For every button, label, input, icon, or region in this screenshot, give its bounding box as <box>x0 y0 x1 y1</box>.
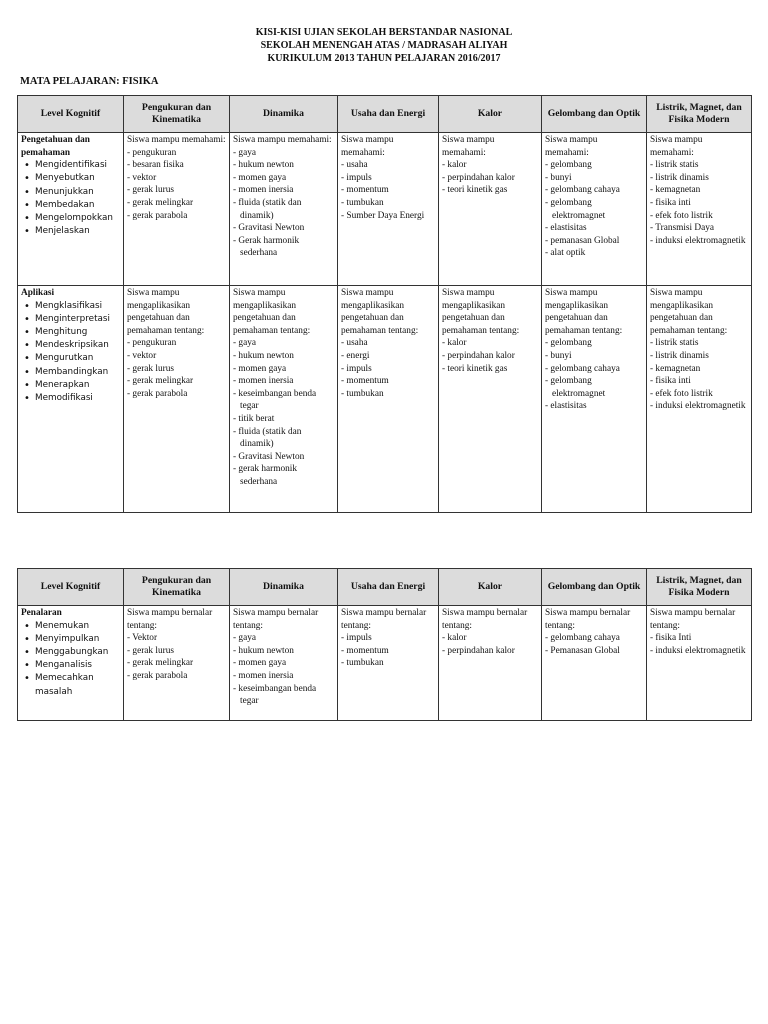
cell-intro: Siswa mampu mengaplikasikan pengetahuan dan pemahaman tentang: <box>341 288 419 336</box>
level-bullet-item: • Menginterpretasi <box>35 313 120 326</box>
topic-item: - fisika inti <box>650 376 691 387</box>
col-header: Pengukuran dan Kinematika <box>124 96 230 133</box>
level-bullet-item: • Menganalisis <box>35 659 120 672</box>
level-bullet-list <box>21 620 120 699</box>
topic-item: - elastisitas <box>545 223 587 234</box>
topic-item: - induksi elektromagnetik <box>650 401 746 412</box>
level-cell <box>18 133 124 286</box>
col-header: Gelombang dan Optik <box>542 569 647 606</box>
topic-item: - fluida (statik dan dinamik) <box>233 426 302 450</box>
level-bullet-item: • Memodifikasi <box>35 392 120 405</box>
topic-item: - listrik statis <box>650 338 699 349</box>
topic-item: - Gerak harmonik sederhana <box>233 235 300 259</box>
level-bullet-item: • Menyimpulkan <box>35 633 120 646</box>
topic-item: - gaya <box>233 338 256 349</box>
topic-item: - vektor <box>127 350 157 361</box>
topic-item: - tumbukan <box>341 388 384 399</box>
cell-intro: Siswa mampu memahami: <box>650 135 705 158</box>
topic-item: - impuls <box>341 363 372 374</box>
col-header: Gelombang dan Optik <box>542 96 647 133</box>
topic-item: - bunyi <box>545 172 572 183</box>
level-bullet-item: • Membedakan <box>35 199 120 212</box>
topic-item: - Sumber Daya Energi <box>341 210 425 221</box>
cell-intro: Siswa mampu memahami: <box>341 135 396 158</box>
col-header: Pengukuran dan Kinematika <box>124 569 230 606</box>
cell-intro: Siswa mampu mengaplikasikan pengetahuan dan pemahaman tentang: <box>127 288 205 336</box>
topic-cell <box>338 286 439 513</box>
topic-cell <box>230 606 338 721</box>
topic-item: - induksi elektromagnetik <box>650 645 746 656</box>
topic-item: - fluida (statik dan dinamik) <box>233 197 302 221</box>
topic-item: - momen inersia <box>233 670 294 681</box>
topic-item: - gerak parabola <box>127 670 188 681</box>
topic-item: - gerak lurus <box>127 645 174 656</box>
topic-item: - perpindahan kalor <box>442 645 515 656</box>
topic-item: - gaya <box>233 633 256 644</box>
topic-cell <box>542 286 647 513</box>
topic-item: - induksi elektromagnetik <box>650 235 746 246</box>
cell-intro: Siswa mampu bernalar tentang: <box>442 608 530 631</box>
cell-intro: Siswa mampu bernalar tentang: <box>545 608 633 631</box>
kisi-table-1 <box>17 95 752 513</box>
topic-item: - gerak melingkar <box>127 658 194 669</box>
topic-item: - gelombang <box>545 338 592 349</box>
cell-intro: Siswa mampu mengaplikasikan pengetahuan dan pemahaman tentang: <box>442 288 520 336</box>
topic-item: - hukum newton <box>233 350 294 361</box>
topic-item: - hukum newton <box>233 160 294 171</box>
cell-intro: Siswa mampu bernalar tentang: <box>341 608 429 631</box>
topic-cell <box>542 133 647 286</box>
level-bullet-item: • Menemukan <box>35 620 120 633</box>
title-line-3: KURIKULUM 2013 TAHUN PELAJARAN 2016/2017 <box>267 53 501 64</box>
topic-item: - momen gaya <box>233 172 287 183</box>
topic-item: - gelombang cahaya <box>545 185 620 196</box>
col-header: Dinamika <box>230 569 338 606</box>
topic-item: - impuls <box>341 172 372 183</box>
topic-item: - pengukuran <box>127 338 177 349</box>
topic-item: - tumbukan <box>341 658 384 669</box>
topic-item: - gerak parabola <box>127 210 188 221</box>
topic-item: - gerak parabola <box>127 388 188 399</box>
topic-item: - gelombang cahaya <box>545 633 620 644</box>
topic-item: - pemanasan Global <box>545 235 620 246</box>
cell-intro: Siswa mampu mengaplikasikan pengetahuan dan pemahaman tentang: <box>545 288 623 336</box>
topic-item: - efek foto listrik <box>650 210 713 221</box>
table-header-row <box>18 569 752 606</box>
level-cell <box>18 286 124 513</box>
topic-item: - bunyi <box>545 350 572 361</box>
topic-item: - Pemanasan Global <box>545 645 620 656</box>
cell-intro: Siswa mampu bernalar tentang: <box>127 608 215 631</box>
level-bullet-item: • Menggabungkan <box>35 646 120 659</box>
topic-cell <box>647 133 752 286</box>
topic-item: - fisika Inti <box>650 633 692 644</box>
level-title: Aplikasi <box>21 288 55 298</box>
topic-cell <box>124 286 230 513</box>
level-bullet-item: • Memecahkan masalah <box>35 672 120 698</box>
topic-item: - usaha <box>341 160 368 171</box>
topic-item: - perpindahan kalor <box>442 172 515 183</box>
topic-item: - titik berat <box>233 413 275 424</box>
topic-cell <box>647 606 752 721</box>
topic-item: - kalor <box>442 633 467 644</box>
topic-item: - gerak lurus <box>127 363 174 374</box>
topic-cell <box>439 286 542 513</box>
topic-item: - gerak melingkar <box>127 376 194 387</box>
topic-item: - Transmisi Daya <box>650 223 715 234</box>
level-bullet-item: • Mengelompokkan <box>35 212 120 225</box>
level-title: Pengetahuan dan pemahaman <box>21 135 90 158</box>
topic-cell <box>542 606 647 721</box>
topic-item: - momentum <box>341 376 389 387</box>
topic-item: - gerak lurus <box>127 185 174 196</box>
topic-item: - pengukuran <box>127 147 177 158</box>
topic-item: - tumbukan <box>341 197 384 208</box>
topic-item: - elastisitas <box>545 401 587 412</box>
col-header: Level Kognitif <box>18 569 124 606</box>
table-row <box>18 133 752 286</box>
topic-item: - listrik dinamis <box>650 350 709 361</box>
topic-cell <box>124 606 230 721</box>
topic-item: - energi <box>341 350 370 361</box>
level-bullet-item: • Mengurutkan <box>35 352 120 365</box>
topic-item: - kemagnetan <box>650 185 701 196</box>
level-bullet-item: • Menyebutkan <box>35 172 120 185</box>
col-header: Usaha dan Energi <box>338 569 439 606</box>
topic-item: - kemagnetan <box>650 363 701 374</box>
topic-cell <box>338 606 439 721</box>
topic-cell <box>230 133 338 286</box>
topic-item: - momen inersia <box>233 185 294 196</box>
cell-intro: Siswa mampu memahami: <box>545 135 600 158</box>
topic-item: - perpindahan kalor <box>442 350 515 361</box>
cell-intro: Siswa mampu memahami: <box>442 135 497 158</box>
topic-item: - keseimbangan benda tegar <box>233 388 317 412</box>
col-header: Kalor <box>439 96 542 133</box>
level-cell <box>18 606 124 721</box>
title-line-1: KISI-KISI UJIAN SEKOLAH BERSTANDAR NASIONAL <box>255 27 513 38</box>
level-title: Penalaran <box>21 608 62 618</box>
topic-item: - teori kinetik gas <box>442 363 508 374</box>
level-bullet-item: • Mengklasifikasi <box>35 300 120 313</box>
topic-item: - gelombang elektromagnet <box>545 197 606 221</box>
level-bullet-item: • Menunjukkan <box>35 186 120 199</box>
topic-item: - gelombang elektromagnet <box>545 376 606 399</box>
document-title <box>0 26 768 65</box>
topic-item: - keseimbangan benda tegar <box>233 683 317 707</box>
topic-item: - usaha <box>341 338 368 349</box>
topic-item: - vektor <box>127 172 157 183</box>
subject-label: MATA PELAJARAN: FISIKA <box>20 76 159 87</box>
topic-item: - Gravitasi Newton <box>233 451 305 462</box>
topic-cell <box>230 286 338 513</box>
topic-item: - Gravitasi Newton <box>233 223 305 234</box>
cell-intro: Siswa mampu memahami: <box>127 135 226 145</box>
topic-item: - listrik dinamis <box>650 172 709 183</box>
topic-item: - momentum <box>341 185 389 196</box>
col-header: Dinamika <box>230 96 338 133</box>
col-header: Listrik, Magnet, dan Fisika Modern <box>647 569 752 606</box>
table-row <box>18 606 752 721</box>
topic-item: - momen inersia <box>233 376 294 387</box>
cell-intro: Siswa mampu memahami: <box>233 135 332 145</box>
topic-item: - efek foto listrik <box>650 388 713 399</box>
topic-item: - alat optik <box>545 248 586 259</box>
topic-item: - gelombang cahaya <box>545 363 620 374</box>
topic-item: - gerak harmonik sederhana <box>233 464 298 487</box>
topic-item: - gerak melingkar <box>127 197 194 208</box>
topic-item: - momentum <box>341 645 389 656</box>
topic-item: - impuls <box>341 633 372 644</box>
cell-intro: Siswa mampu mengaplikasikan pengetahuan dan pemahaman tentang: <box>650 288 728 336</box>
cell-intro: Siswa mampu mengaplikasikan pengetahuan dan pemahaman tentang: <box>233 288 311 336</box>
level-bullet-item: • Menjelaskan <box>35 225 120 238</box>
level-bullet-list <box>21 159 120 238</box>
level-bullet-list <box>21 300 120 406</box>
level-bullet-item: • Menerapkan <box>35 379 120 392</box>
topic-item: - listrik statis <box>650 160 699 171</box>
kisi-table-2 <box>17 568 752 721</box>
level-bullet-item: • Menghitung <box>35 326 120 339</box>
topic-item: - momen gaya <box>233 363 287 374</box>
topic-item: - gelombang <box>545 160 592 171</box>
cell-intro: Siswa mampu bernalar tentang: <box>650 608 738 631</box>
topic-cell <box>338 133 439 286</box>
table-row <box>18 286 752 513</box>
topic-cell <box>124 133 230 286</box>
topic-cell <box>439 133 542 286</box>
level-bullet-item: • Membandingkan <box>35 366 120 379</box>
topic-item: - kalor <box>442 338 467 349</box>
table-header-row <box>18 96 752 133</box>
topic-item: - teori kinetik gas <box>442 185 508 196</box>
topic-cell <box>647 286 752 513</box>
topic-item: - gaya <box>233 147 256 158</box>
col-header: Kalor <box>439 569 542 606</box>
topic-item: - Vektor <box>127 633 158 644</box>
topic-item: - hukum newton <box>233 645 294 656</box>
level-bullet-item: • Mengidentifikasi <box>35 159 120 172</box>
col-header: Usaha dan Energi <box>338 96 439 133</box>
level-bullet-item: • Mendeskripsikan <box>35 339 120 352</box>
topic-item: - momen gaya <box>233 658 287 669</box>
col-header: Listrik, Magnet, dan Fisika Modern <box>647 96 752 133</box>
col-header: Level Kognitif <box>18 96 124 133</box>
topic-item: - besaran fisika <box>127 160 184 171</box>
topic-item: - fisika inti <box>650 197 691 208</box>
cell-intro: Siswa mampu bernalar tentang: <box>233 608 321 631</box>
topic-item: - kalor <box>442 160 467 171</box>
topic-cell <box>439 606 542 721</box>
title-line-2: SEKOLAH MENENGAH ATAS / MADRASAH ALIYAH <box>260 40 508 51</box>
